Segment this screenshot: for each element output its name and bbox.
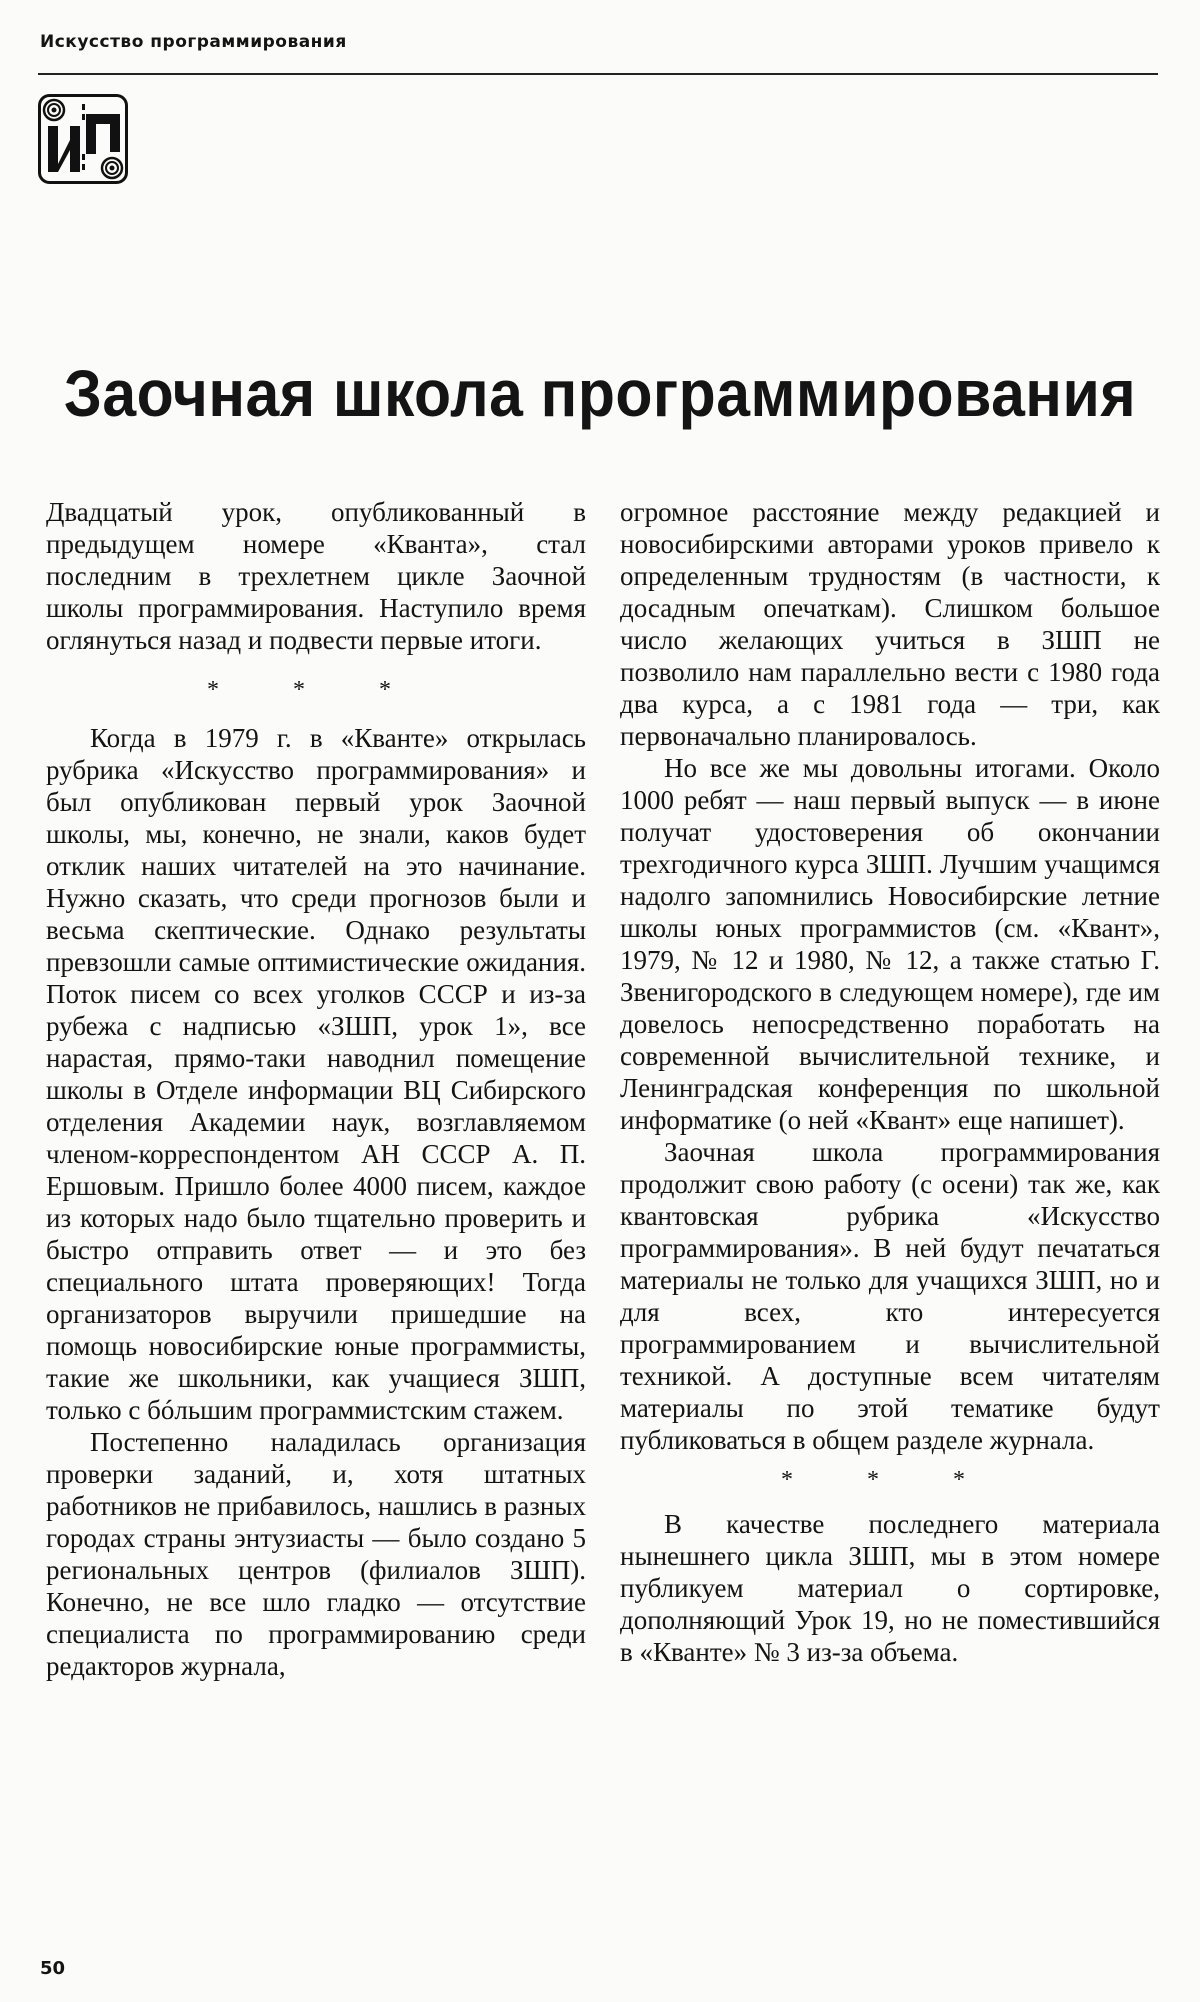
paragraph: Когда в 1979 г. в «Кванте» открылась рубрика «Искусство программирования» и был опубликован первый урок Заочной школы, мы, конечно, не знали, каков будет отклик наших читателей на это начинание. Нужно сказать, что среди прогнозов были и весьма скептические. Однако результаты превзошли самые оптимистические ожидания. Поток писем со всех уголков СССР и из-за рубежа с надписью «ЗШП, урок 1», все нарастая, прямо-таки наводнил помещение школы в Отделе информации ВЦ Сибирского отделения Академии наук, возглавляемом членом-корреспондентом АН СССР А. П. Ершовым. Пришло более 4000 писем, каждое из которых надо было тщательно проверить и быстро отправить ответ — и это без специального штата проверяющих! Тогда организаторов выручили пришедшие на помощь новосибирские юные программисты, такие же школьники, как учащиеся ЗШП, только с бóльшим программистским стажем.	[46, 723, 586, 1425]
paragraph: Но все же мы довольны итогами. Около 1000 ребят — наш первый выпуск — в июне получат удостоверения об окончании трехгодичного курса ЗШП. Лучшим учащимся надолго запомнились Новосибирские летние школы юных программистов (см. «Квант», 1979, № 12 и 1980, № 12, а также статью Г. Звенигородского в следующем номере), где им довелось непосредственно поработать на современной вычислительной технике, и Ленинградская конференция по школьной информатике (о ней «Квант» еще напишет).	[620, 753, 1160, 1135]
paragraph: В качестве последнего материала нынешнего цикла ЗШП, мы в этом номере публикуем материал о сортировке, дополняющий Урок 19, но не поместившийся в «Кванте» № 3 из-за объема.	[620, 1509, 1160, 1667]
paragraph: Постепенно наладилась организация проверки заданий, и, хотя штатных работников не прибавилось, нашлись в разных городах страны энтузиасты — было создано 5 региональных центров (филиалов ЗШП). Конечно, не все шло гладко — отсутствие специалиста по программированию среди редакторов журнала,	[46, 1427, 586, 1681]
section-separator: * * *	[781, 1467, 999, 1493]
header-rule	[38, 73, 1158, 75]
section-separator: * * *	[207, 677, 425, 703]
page-number: 50	[40, 1958, 66, 1979]
article-title: Заочная школа программирования	[63, 356, 1137, 430]
intro-paragraph: Двадцатый урок, опубликованный в предыдущем номере «Кванта», стал последним в трехлетнем цикле Заочной школы программирования. Наступило время оглянуться назад и подвести первые итоги.	[46, 497, 586, 655]
paragraph: Заочная школа программирования продолжит свою работу (с осени) так же, как квантовская рубрика «Искусство программирования». В ней будут печататься материалы не только для учащихся ЗШП, но и для всех, кто интересуется программированием и вычислительной техникой. А доступные всем читателям материалы по этой тематике будут публиковаться в общем разделе журнала.	[620, 1137, 1160, 1455]
left-column	[46, 496, 586, 1682]
running-head: Искусство программирования	[40, 32, 347, 52]
right-column	[620, 496, 1160, 1668]
paragraph-continued: огромное расстояние между редакцией и новосибирскими авторами уроков привело к определенным трудностям (в частности, к досадным опечаткам). Слишком большое число желающих учиться в ЗШП не позволило нам параллельно вести с 1980 года два курса, а с 1981 года — три, как первоначально планировалось.	[620, 497, 1160, 751]
section-logo-icon	[38, 94, 128, 184]
